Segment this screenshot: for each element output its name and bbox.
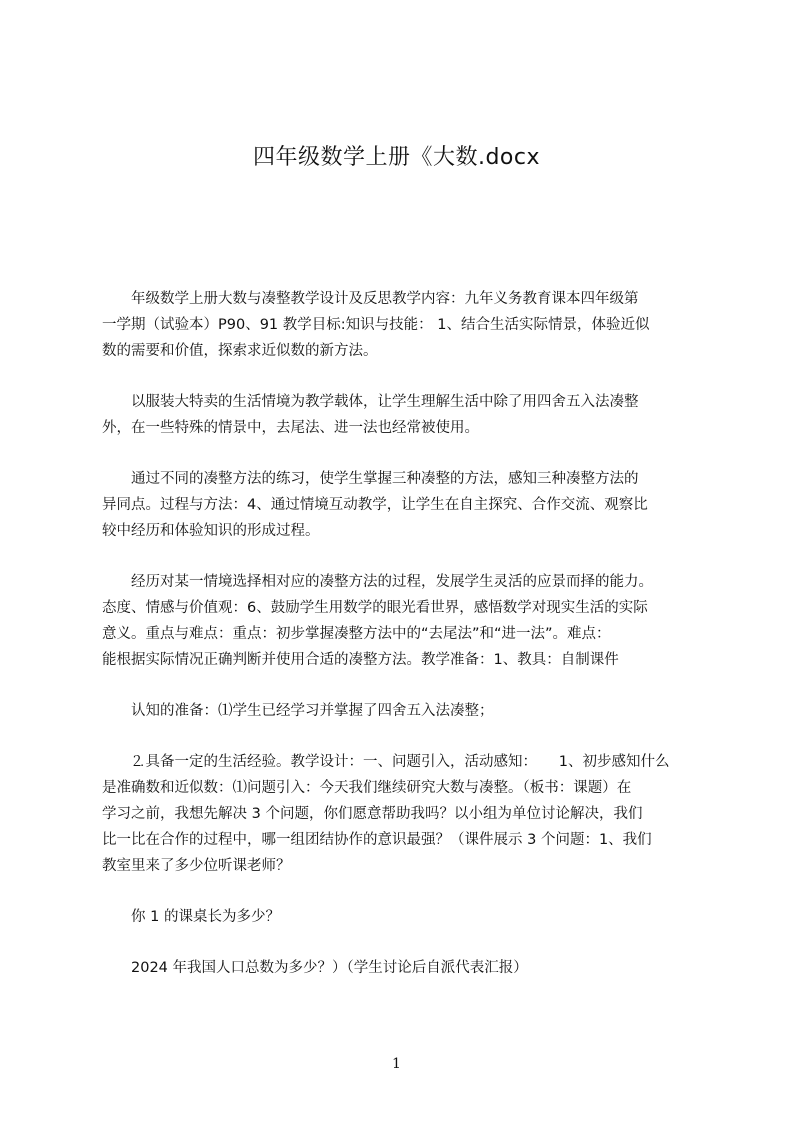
paragraph-line: 认知的准备：⑴学生已经学习并掌握了四舍五入法凑整； <box>131 703 494 719</box>
paragraph-line: 数的需要和价值，探索求近似数的新方法。 <box>102 343 378 359</box>
paragraph-line: 外，在一些特殊的情景中，去尾法、进一法也经常被使用。 <box>102 420 479 436</box>
paragraph-line: 教室里来了多少位听课老师？ <box>102 858 291 874</box>
paragraph-line: 经历对某一情境选择相对应的凑整方法的过程，发展学生灵活的应景而择的能力。 <box>131 574 653 590</box>
paragraph-line: 你 1 的课桌长为多少？ <box>131 909 280 925</box>
paragraph-line: 学习之前，我想先解决 3 个问题，你们愿意帮助我吗？以小组为单位讨论解决，我们 <box>102 806 643 822</box>
paragraph-line: 意义。重点与难点：重点：初步掌握凑整方法中的“去尾法”和“进一法”。难点： <box>102 626 611 642</box>
paragraph-line: 能根据实际情况正确判断并使用合适的凑整方法。教学准备：1、教具：自制课件 <box>102 652 619 668</box>
paragraph-line: 态度、情感与价值观：6、鼓励学生用数学的眼光看世界，感悟数学对现实生活的实际 <box>102 600 648 616</box>
body-paragraph <box>102 698 698 724</box>
paragraph-line: 较中经历和体验知识的形成过程。 <box>102 523 320 539</box>
paragraph-line: 通过不同的凑整方法的练习，使学生掌握三种凑整的方法，感知三种凑整方法的 <box>131 471 639 487</box>
page-number: 1 <box>392 1056 401 1072</box>
paragraph-line: 异同点。过程与方法：4、通过情境互动教学，让学生在自主探究、合作交流、观察比 <box>102 497 648 513</box>
paragraph-line: 2024 年我国人口总数为多少？）（学生讨论后自派代表汇报） <box>131 960 528 976</box>
document-body <box>102 286 698 1006</box>
body-paragraph <box>102 749 698 879</box>
paragraph-line: ⒉具备一定的生活经验。教学设计：一、问题引入，活动感知： 1、初步感知什么 <box>131 754 670 770</box>
paragraph-line: 一学期（试验本）P90、91 教学目标:知识与技能： 1、结合生活实际情景，体验近似 <box>102 317 650 333</box>
paragraph-line: 以服装大特卖的生活情境为教学载体，让学生理解生活中除了用四舍五入法凑整 <box>131 394 639 410</box>
body-paragraph <box>102 389 698 441</box>
body-paragraph <box>102 466 698 544</box>
body-paragraph <box>102 569 698 673</box>
body-paragraph <box>102 955 698 981</box>
page-title: 四年级数学上册《大数.docx <box>252 145 541 170</box>
body-paragraph <box>102 286 698 364</box>
paragraph-line: 是准确数和近似数：⑴问题引入：今天我们继续研究大数与凑整。（板书：课题）在 <box>102 780 632 796</box>
paragraph-line: 年级数学上册大数与凑整教学设计及反思教学内容：九年义务教育课本四年级第 <box>131 291 639 307</box>
paragraph-line: 比一比在合作的过程中，哪一组团结协作的意识最强？（课件展示 3 个问题：1、我们 <box>102 832 652 848</box>
body-paragraph <box>102 904 698 930</box>
